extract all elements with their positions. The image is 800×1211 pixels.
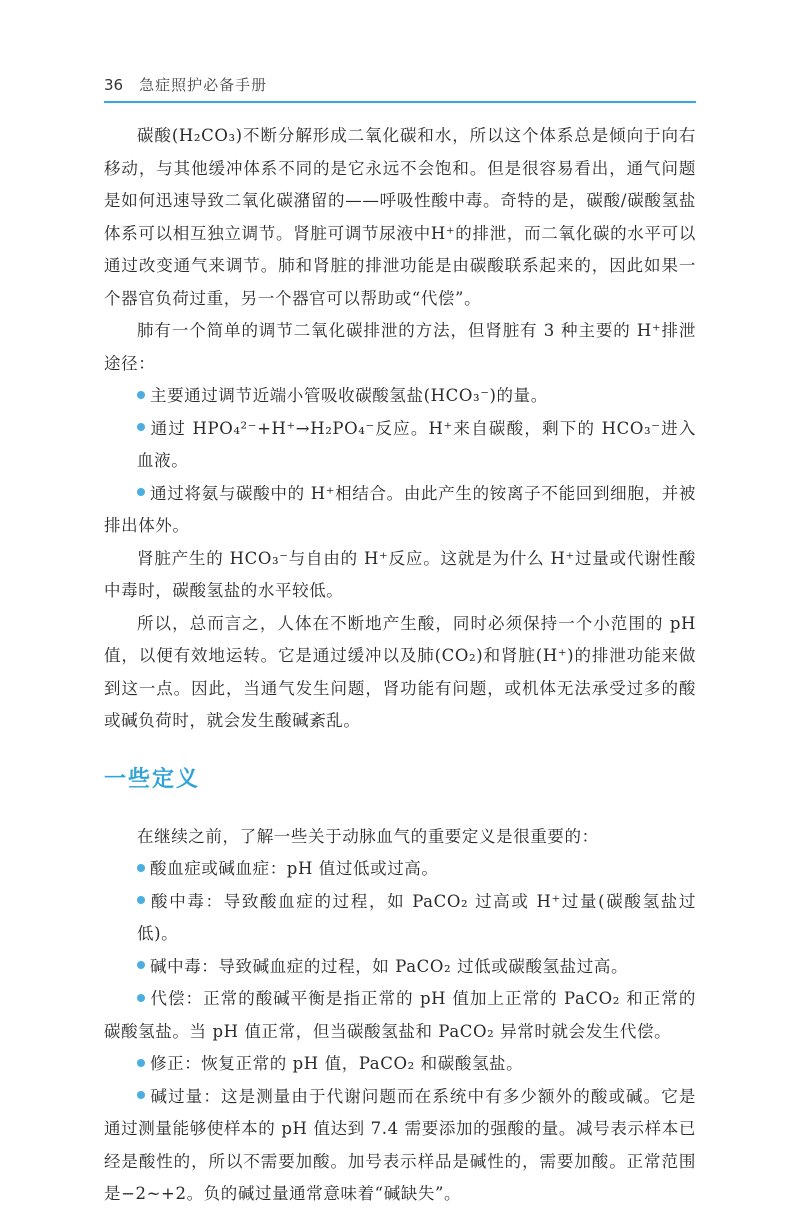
definition-item — [104, 853, 696, 886]
definition-text: 碱过量：这是测量由于代谢问题而在系统中有多少额外的酸或碱。它是通过测量能够使样本的 pH 值达到 7.4 需要添加的强酸的量。减号表示样本已经是酸性的，所以不需要加酸。加号表示样品是碱性的，需要加酸。正常范围是−2~+2。负的碱过量通常意味着“碱缺失”。 — [104, 1086, 696, 1203]
list-item — [104, 478, 696, 543]
list-item-text: 通过将氨与碳酸中的 H⁺相结合。由此产生的铵离子不能回到细胞，并被排出体外。 — [104, 483, 696, 535]
bullet-icon — [137, 864, 145, 872]
definition-text: 代偿：正常的酸碱平衡是指正常的 pH 值加上正常的 PaCO₂ 和正常的碳酸氢盐。当 pH 值正常，但当碳酸氢盐和 PaCO₂ 异常时就会发生代偿。 — [104, 989, 696, 1041]
definition-text: 酸中毒：导致酸血症的过程，如 PaCO₂ 过高或 H⁺过量(碳酸氢盐过低)。 — [137, 891, 696, 943]
section-intro: 在继续之前，了解一些关于动脉血气的重要定义是很重要的： — [137, 826, 599, 846]
definition-item — [104, 983, 696, 1048]
definition-item — [104, 1081, 696, 1211]
bullet-icon — [137, 896, 145, 904]
paragraph: 肺有一个简单的调节二氧化碳排泄的方法，但肾脏有 3 种主要的 H⁺排泄途径： — [104, 321, 696, 373]
body-text — [104, 120, 696, 1211]
page-number: 36 — [104, 76, 124, 94]
running-title: 急症照护必备手册 — [139, 76, 268, 94]
definition-text: 酸血症或碱血症：pH 值过低或过高。 — [150, 859, 439, 878]
list-item-text: 通过 HPO₄²⁻+H⁺→H₂PO₄⁻反应。H⁺来自碳酸，剩下的 HCO₃⁻进入血液。 — [137, 418, 696, 470]
bullet-icon — [137, 423, 145, 431]
definition-text: 碱中毒：导致碱血症的过程，如 PaCO₂ 过低或碳酸氢盐过高。 — [150, 956, 629, 976]
page-header — [104, 74, 696, 104]
definition-text: 修正：恢复正常的 pH 值，PaCO₂ 和碳酸氢盐。 — [150, 1054, 524, 1073]
paragraph: 碳酸(H₂CO₃)不断分解形成二氧化碳和水，所以这个体系总是倾向于向右移动，与其他缓冲体系不同的是它永远不会饱和。但是很容易看出，通气问题是如何迅速导致二氧化碳潴留的——呼吸性酸中毒。奇特的是，碳酸/碳酸氢盐体系可以相互独立调节。肾脏可调节尿液中H⁺的排泄，而二氧化碳的水平可以通过改变通气来调节。肺和肾脏的排泄功能是由碳酸联系起来的，因此如果一个器官负荷过重，另一个器官可以帮助或“代偿”。 — [104, 126, 696, 308]
paragraph: 肾脏产生的 HCO₃⁻与自由的 H⁺反应。这就是为什么 H⁺过量或代谢性酸中毒时，碳酸氢盐的水平较低。 — [104, 548, 696, 600]
list-item — [104, 413, 696, 478]
section-title: 一些定义 — [104, 766, 201, 792]
bullet-icon — [137, 961, 145, 969]
bullet-icon — [137, 391, 145, 399]
header-rule — [104, 101, 696, 103]
bullet-icon — [137, 1059, 145, 1067]
bullet-icon — [137, 1091, 145, 1099]
paragraph: 所以，总而言之，人体在不断地产生酸，同时必须保持一个小范围的 pH 值，以便有效地运转。它是通过缓冲以及肺(CO₂)和肾脏(H⁺)的排泄功能来做到这一点。因此，当通气发生问题，肾功能有问题，或机体无法承受过多的酸或碱负荷时，就会发生酸碱紊乱。 — [104, 613, 696, 730]
bullet-icon — [137, 488, 145, 496]
definition-item — [104, 951, 696, 984]
list-item-text: 主要通过调节近端小管吸收碳酸氢盐(HCO₃⁻)的量。 — [150, 386, 548, 405]
bullet-icon — [137, 994, 145, 1002]
list-item — [104, 380, 696, 413]
definition-item — [104, 886, 696, 951]
definition-item — [104, 1048, 696, 1081]
